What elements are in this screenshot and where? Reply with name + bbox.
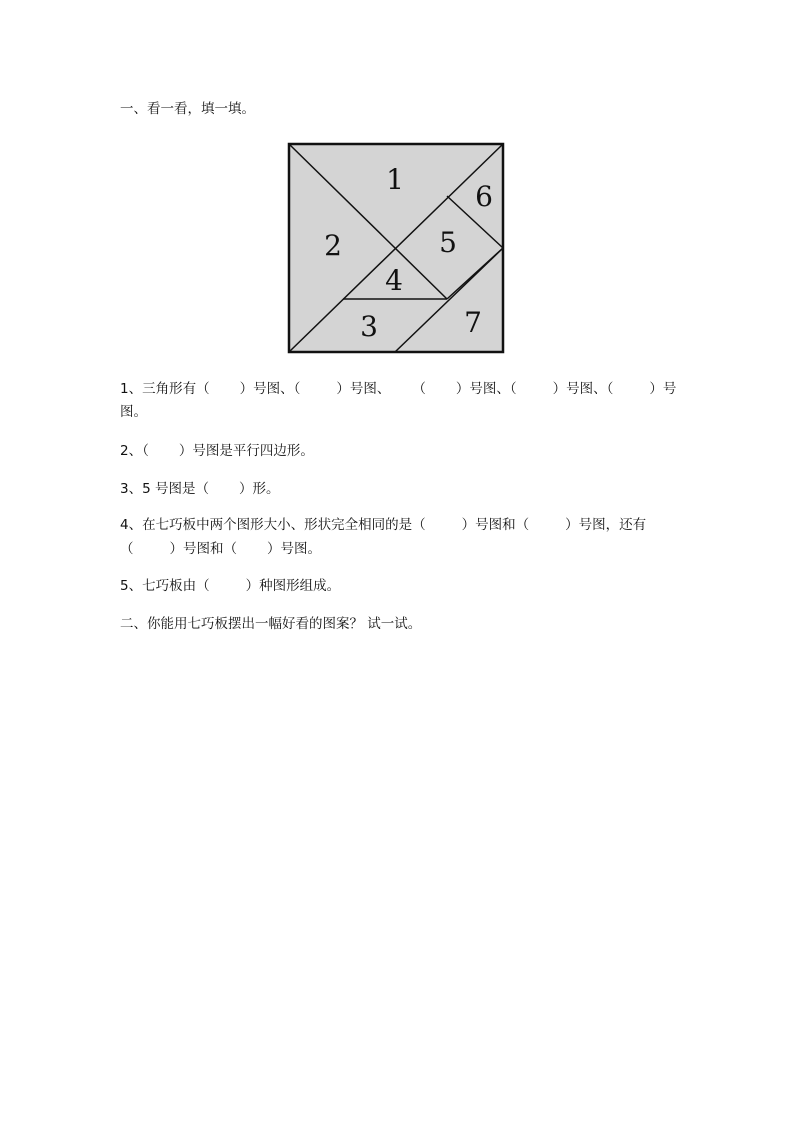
piece-label-7: 7 [464, 306, 482, 339]
q1-text-2: ）号图、（ [239, 381, 301, 397]
section2-title: 二、你能用七巧板摆出一幅好看的图案？ 试一试。 [120, 616, 422, 632]
q2-text-1: 2、（ [120, 443, 149, 459]
q5-text-1: 5、七巧板由（ [120, 578, 210, 594]
piece-label-2: 2 [324, 229, 342, 262]
q4-text-5: ）号图和（ [169, 541, 237, 557]
question-5 [120, 574, 340, 598]
q4-text-1: 4、在七巧板中两个图形大小、形状完全相同的是（ [120, 517, 426, 533]
q3-text-1: 3、5 号图是（ [120, 481, 209, 497]
q5-text-2: ）种图形组成。 [245, 578, 341, 594]
question-4-line-2 [120, 537, 321, 561]
q3-text-2: ）形。 [238, 481, 280, 497]
tangram-figure [287, 142, 505, 354]
question-1-line-1 [120, 377, 676, 401]
q2-text-2: ）号图是平行四边形。 [178, 443, 314, 459]
q1-text-1: 1、三角形有（ [120, 381, 210, 397]
piece-label-1: 1 [386, 163, 404, 196]
question-4-line-1 [120, 513, 646, 537]
piece-label-3: 3 [360, 310, 378, 343]
q1-text-3: ）号图、 [336, 381, 391, 397]
question-2 [120, 439, 314, 463]
q1-text-5: ）号图、（ [455, 381, 517, 397]
q4-text-4: （ [120, 541, 134, 557]
piece-label-5: 5 [439, 226, 457, 259]
section1-title: 一、看一看，填一填。 [120, 101, 255, 117]
q1-text-6: ）号图、（ [552, 381, 614, 397]
question-3 [120, 477, 279, 501]
q1-text-4: （ [412, 381, 426, 397]
piece-label-6: 6 [475, 180, 493, 213]
question-1-line-2: 图。 [120, 404, 147, 420]
piece-label-4: 4 [385, 264, 403, 297]
q4-text-3: ）号图，还有 [565, 517, 647, 533]
q1-text-7: ）号 [649, 381, 677, 397]
q4-text-6: ）号图。 [267, 541, 321, 557]
q4-text-2: ）号图和（ [461, 517, 530, 533]
